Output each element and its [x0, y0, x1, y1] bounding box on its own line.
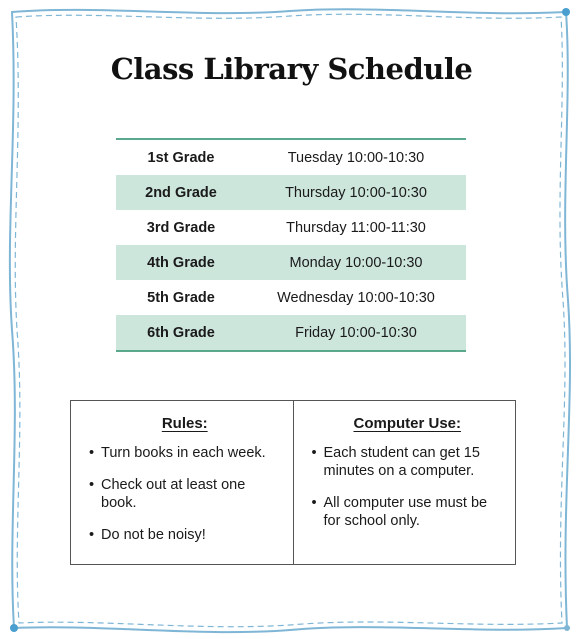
rules-column: [71, 401, 293, 564]
grade-cell: 6th Grade: [116, 315, 246, 351]
list-item: • Each student can get 15 minutes on a computer.: [312, 444, 504, 480]
table-row: [116, 280, 466, 315]
rules-list: [89, 444, 281, 544]
list-item: • All computer use must be for school only.: [312, 494, 504, 530]
time-cell: Wednesday 10:00-10:30: [277, 289, 435, 306]
time-cell: Thursday 10:00-10:30: [246, 175, 466, 210]
schedule-table: [116, 138, 466, 352]
table-row: [116, 210, 466, 245]
grade-cell: 5th Grade: [147, 289, 215, 306]
grade-cell: 2nd Grade: [116, 175, 246, 210]
table-row: [116, 315, 466, 351]
table-row: [116, 175, 466, 210]
time-cell: Friday 10:00-10:30: [246, 315, 466, 351]
grade-cell: 3rd Grade: [146, 219, 216, 236]
rules-heading: Rules:: [161, 415, 208, 432]
time-cell: Thursday 11:00-11:30: [286, 219, 426, 236]
rules-box: [70, 400, 516, 565]
list-item: • Turn books in each week.: [89, 444, 281, 462]
computer-use-list: [312, 444, 504, 530]
time-cell: Monday 10:00-10:30: [246, 245, 466, 280]
table-row: [116, 139, 466, 175]
list-item: • Check out at least one book.: [89, 476, 281, 512]
grade-cell: 4th Grade: [116, 245, 246, 280]
page-title: Class Library Schedule: [110, 52, 473, 86]
table-row: [116, 245, 466, 280]
grade-cell: 1st Grade: [147, 149, 215, 166]
list-item: • Do not be noisy!: [89, 526, 281, 544]
computer-use-column: [293, 401, 516, 564]
time-cell: Tuesday 10:00-10:30: [287, 149, 425, 166]
computer-use-heading: Computer Use:: [353, 415, 461, 432]
